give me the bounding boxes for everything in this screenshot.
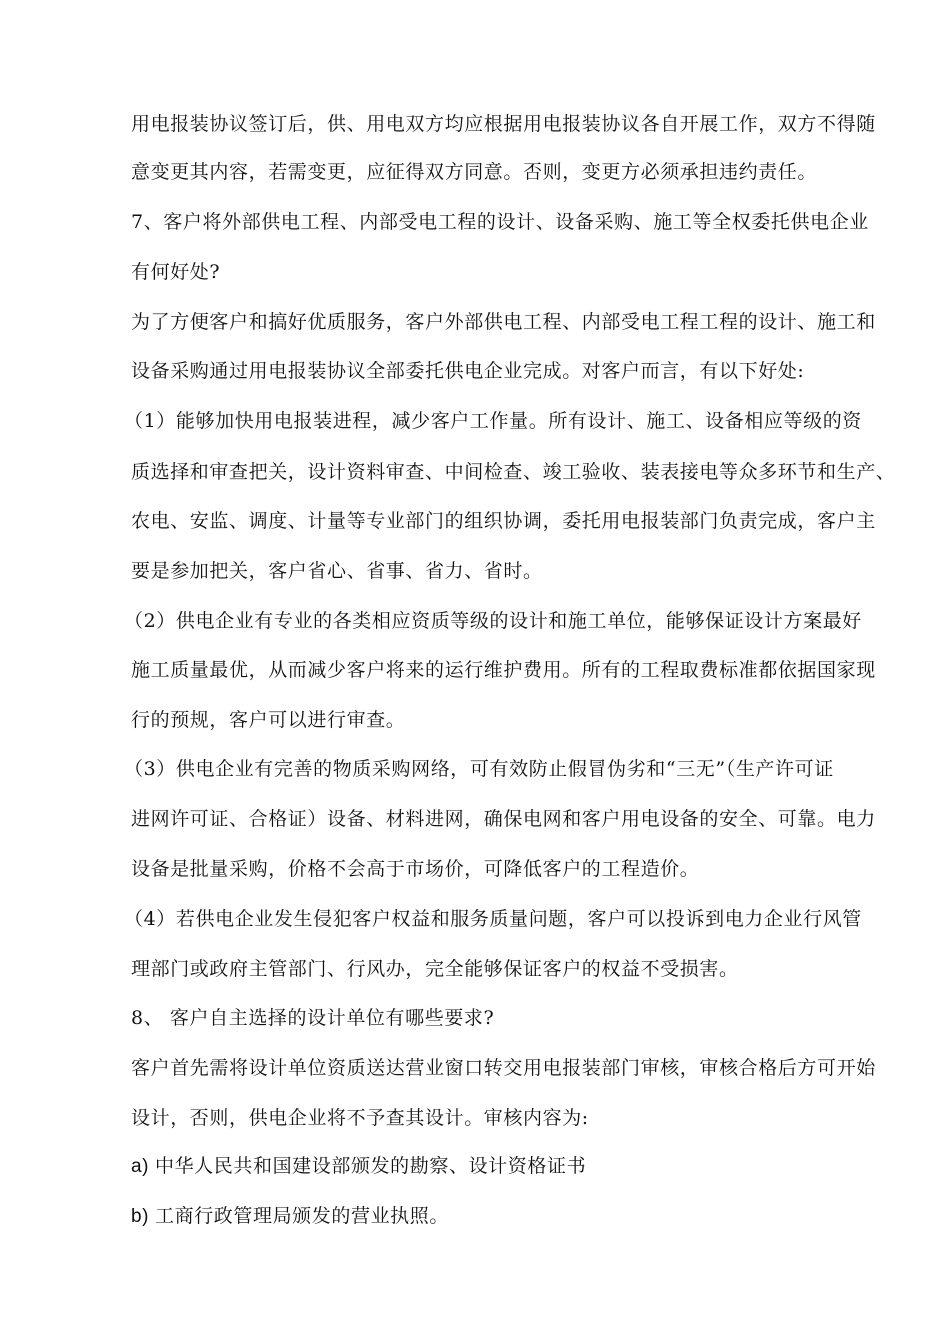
list-item: （3）供电企业有完善的物质采购网络，可有效防止假冒伪劣和“三无”（生产许可证 <box>124 758 834 780</box>
paragraph-line: 农电、安监、调度、计量等专业部门的组织协调，委托用电报装部门负责完成，客户主 <box>131 510 876 532</box>
paragraph-line: 进网许可证、合格证）设备、材料进网，确保电网和客户用电设备的安全、可靠。电力 <box>131 808 876 830</box>
question-heading: 8、 客户自主选择的设计单位有哪些要求? <box>131 1007 495 1029</box>
paragraph-line: 质选择和审查把关，设计资料审查、中间检查、竣工验收、装表接电等众多环节和生产、 <box>131 461 896 483</box>
question-heading: 7、客户将外部供电工程、内部受电工程的设计、设备采购、施工等全权委托供电企业 <box>131 211 869 233</box>
list-item: （2）供电企业有专业的各类相应资质等级的设计和施工单位，能够保证设计方案最好 <box>124 610 862 632</box>
list-item: （1）能够加快用电报装进程，减少客户工作量。所有设计、施工、设备相应等级的资 <box>124 410 862 432</box>
list-item: a) 中华人民共和国建设部颁发的勘察、设计资格证书 <box>131 1156 587 1177</box>
paragraph-line: 设备是批量采购，价格不会高于市场价，可降低客户的工程造价。 <box>131 858 700 880</box>
paragraph-line: 理部门或政府主管部门、行风办，完全能够保证客户的权益不受损害。 <box>131 958 739 980</box>
paragraph-line: 用电报装协议签订后，供、用电双方均应根据用电报装协议各自开展工作，双方不得随 <box>131 113 876 135</box>
paragraph-line: 要是参加把关，客户省心、省事、省力、省时。 <box>131 560 543 582</box>
paragraph-line: 设备采购通过用电报装协议全部委托供电企业完成。对客户而言，有以下好处: <box>131 360 805 382</box>
paragraph-line: 设计，否则，供电企业将不予查其设计。审核内容为: <box>131 1107 589 1129</box>
paragraph-line: 为了方便客户和搞好优质服务，客户外部供电工程、内部受电工程工程的设计、施工和 <box>131 311 876 333</box>
paragraph-line: 行的预规，客户可以进行审查。 <box>131 709 406 731</box>
paragraph-line: 施工质量最优，从而减少客户将来的运行维护费用。所有的工程取费标准都依据国家现 <box>131 659 876 681</box>
list-item: b) 工商行政管理局颁发的营业执照。 <box>131 1206 449 1227</box>
list-item: （4）若供电企业发生侵犯客户权益和服务质量问题，客户可以投诉到电力企业行风管 <box>124 908 862 930</box>
question-heading: 有何好处? <box>131 261 221 283</box>
paragraph-line: 客户首先需将设计单位资质送达营业窗口转交用电报装部门审核，审核合格后方可开始 <box>131 1057 876 1079</box>
paragraph-line: 意变更其内容，若需变更，应征得双方同意。否则，变更方必须承担违约责任。 <box>131 161 818 183</box>
